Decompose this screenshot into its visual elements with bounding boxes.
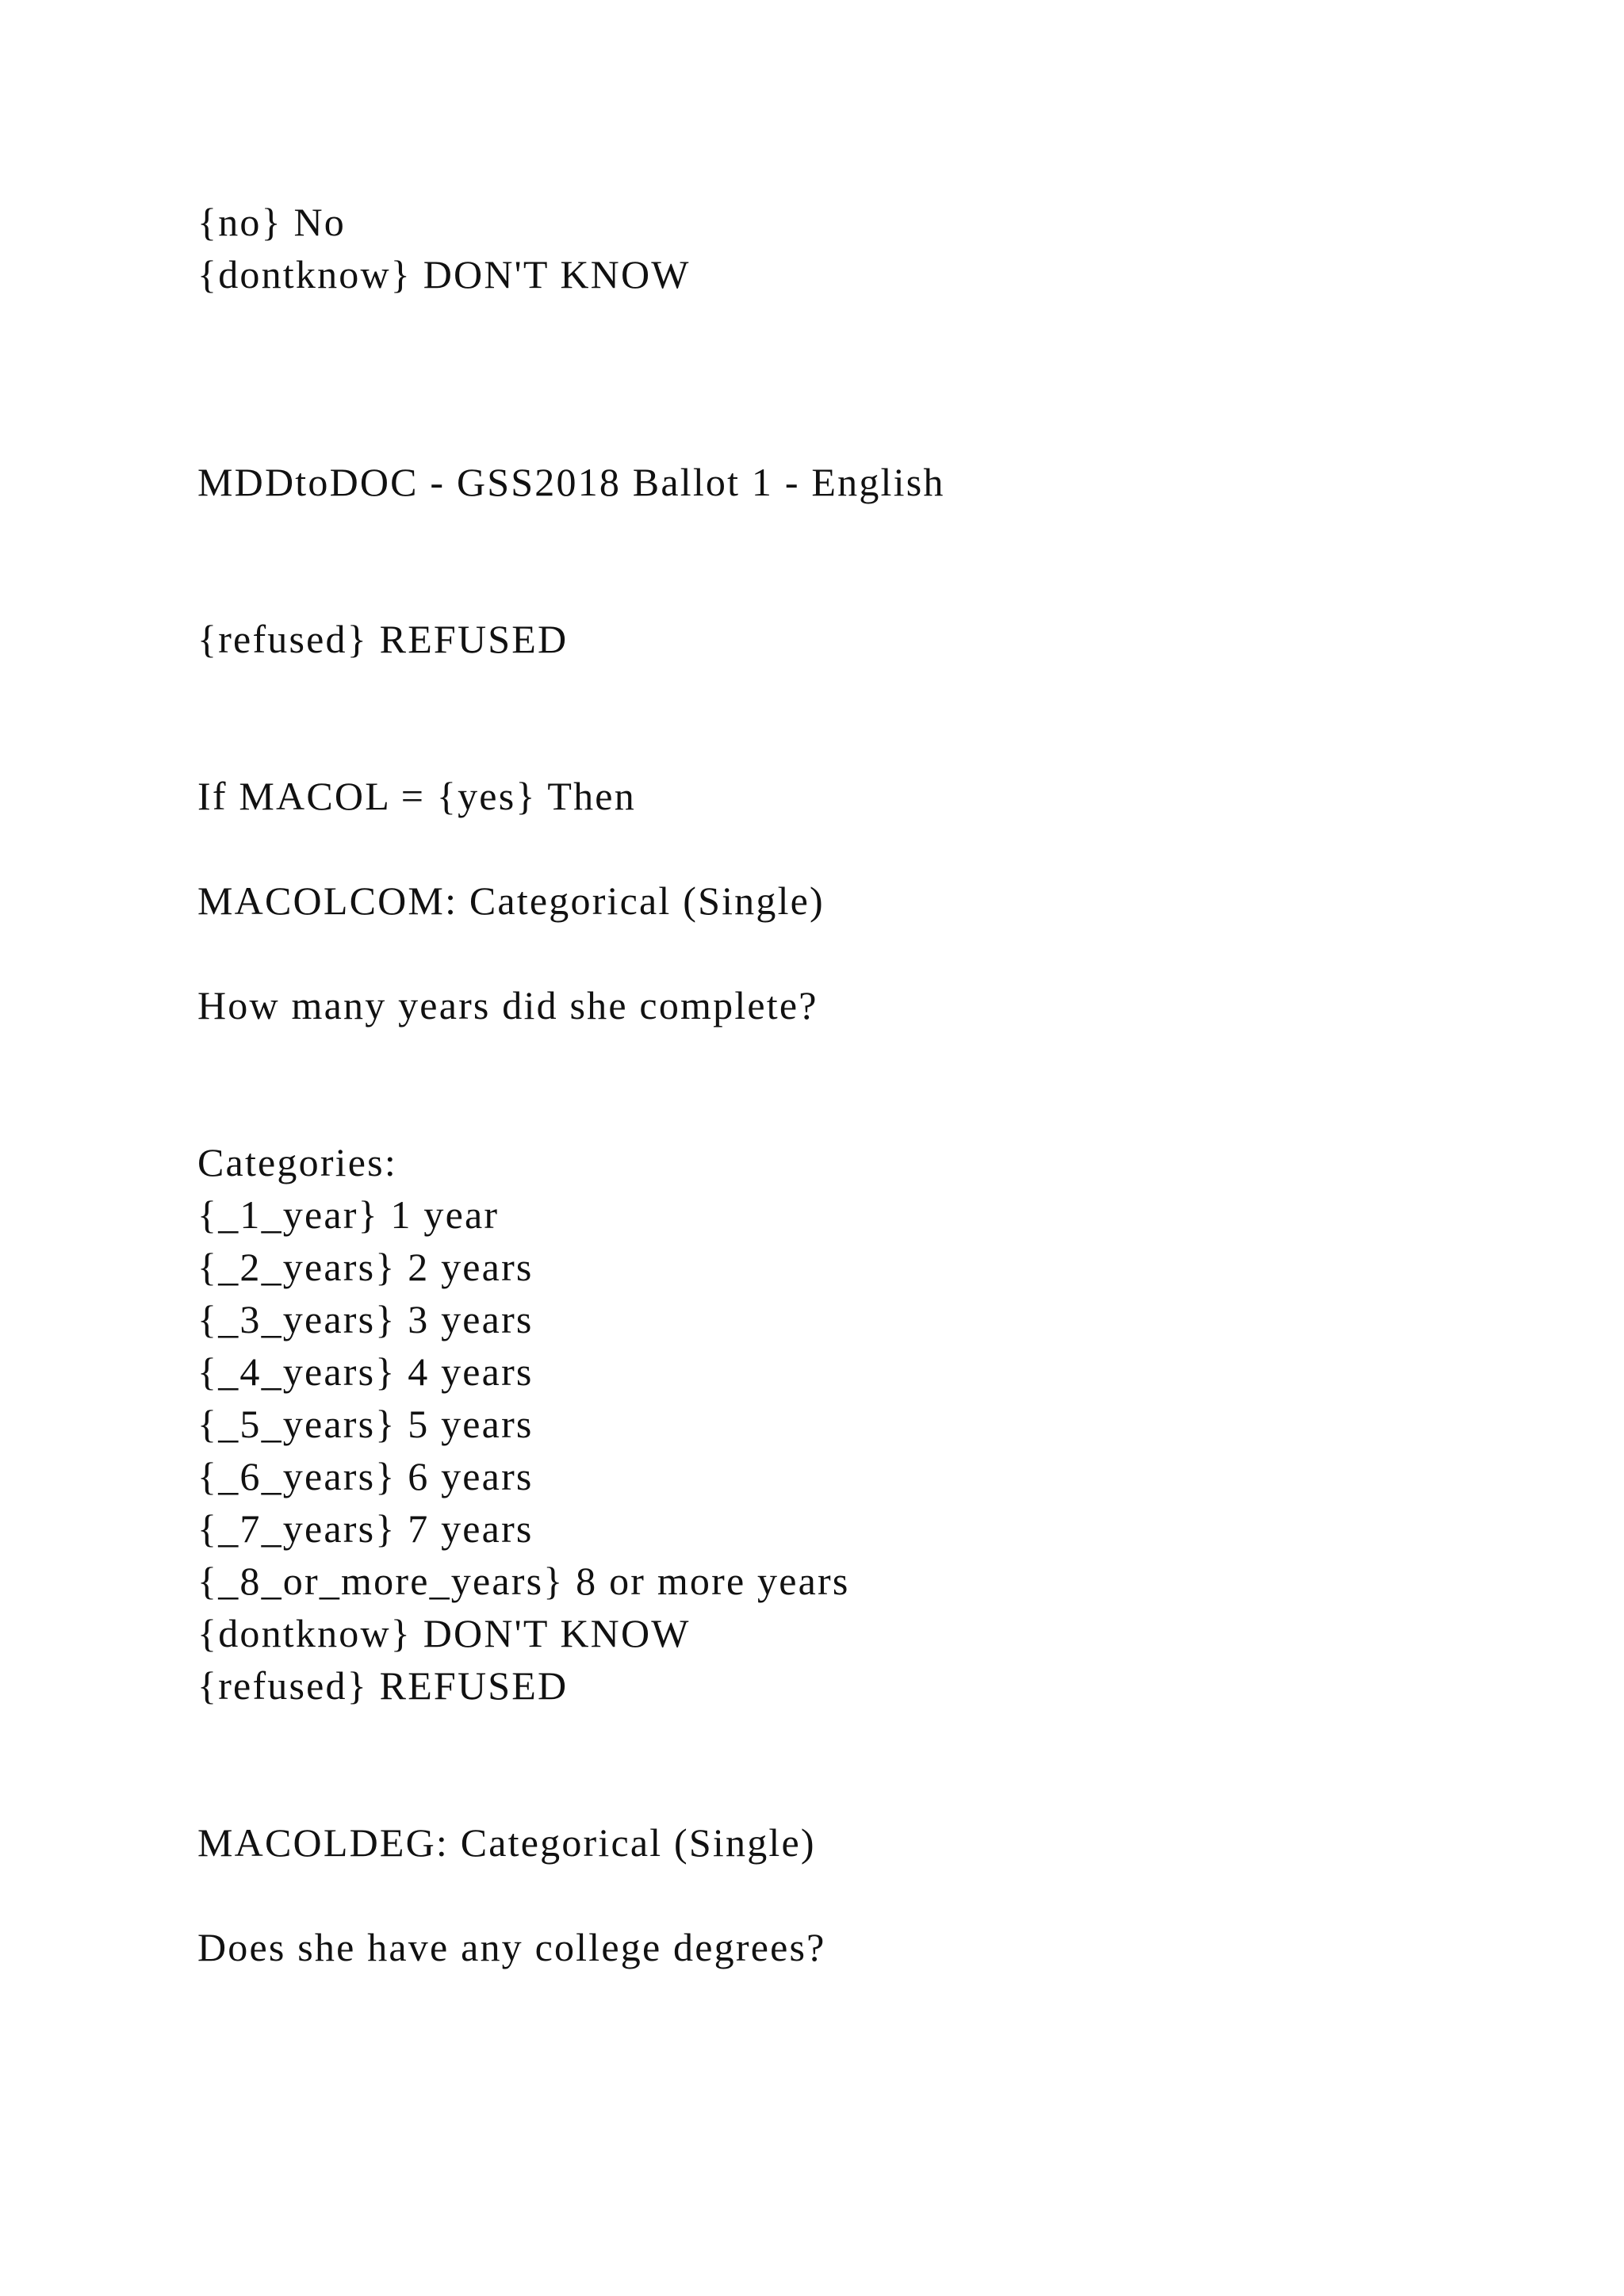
document-header: MDDtoDOC - GSS2018 Ballot 1 - English (197, 460, 945, 504)
category-item: {_4_years} 4 years (197, 1349, 534, 1394)
category-item: {_7_years} 7 years (197, 1506, 534, 1551)
category-item: {_1_year} 1 year (197, 1192, 500, 1237)
option-no: {no} No (197, 200, 347, 244)
question-text-macolcom: How many years did she complete? (197, 983, 818, 1027)
category-item: {_5_years} 5 years (197, 1402, 534, 1446)
category-item: {_2_years} 2 years (197, 1245, 534, 1289)
question-text-macoldeg: Does she have any college degrees? (197, 1925, 826, 1969)
category-item: {refused} REFUSED (197, 1663, 569, 1708)
option-refused: {refused} REFUSED (197, 617, 569, 661)
category-item: {_6_years} 6 years (197, 1454, 534, 1498)
category-item: {_3_years} 3 years (197, 1297, 534, 1341)
categories-heading: Categories: (197, 1140, 397, 1184)
category-item: {_8_or_more_years} 8 or more years (197, 1559, 850, 1603)
category-item: {dontknow} DON'T KNOW (197, 1611, 691, 1655)
question-label-macoldeg: MACOLDEG: Categorical (Single) (197, 1820, 816, 1865)
option-dontknow: {dontknow} DON'T KNOW (197, 252, 691, 297)
question-label-macolcom: MACOLCOM: Categorical (Single) (197, 878, 825, 923)
condition-statement: If MACOL = {yes} Then (197, 774, 636, 818)
